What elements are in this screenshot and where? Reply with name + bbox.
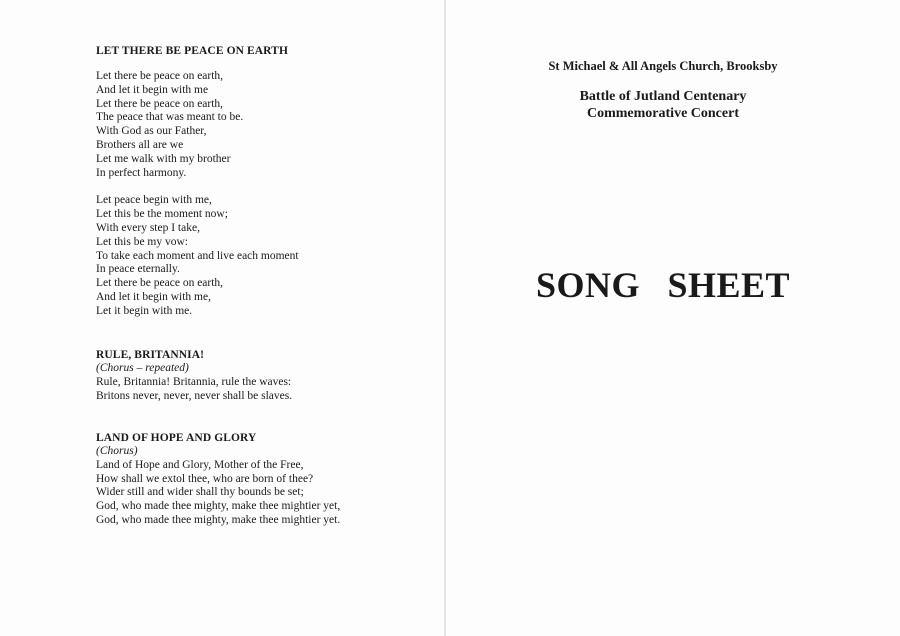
song-title: LET THERE BE PEACE ON EARTH [96,45,288,57]
event-title-line-1: Battle of Jutland Centenary [579,89,747,104]
lyric-line: Brothers all are we [96,138,184,151]
song-sheet-title: SONG SHEET [535,265,791,305]
lyric-line: Britons never, never, never shall be slaves. [96,389,293,402]
lyric-line: With every step I take, [96,221,200,234]
lyric-line: Let this be the moment now; [96,208,228,221]
lyric-line: Let there be peace on earth, [96,277,224,290]
lyric-line: God, who made thee mighty, make thee mightier yet, [96,500,341,513]
lyric-line: Let there be peace on earth, [96,70,224,82]
song-let-there-be-peace [96,44,426,319]
lyric-line: And let it begin with me [96,83,209,96]
verse-1 [96,70,426,180]
event-title [446,88,880,122]
song-note: (Chorus – repeated) [96,362,189,374]
lyric-line: The peace that was meant to be. [96,111,244,124]
lyric-line: Land of Hope and Glory, Mother of the Free, [96,458,304,471]
lyric-line: Wider still and wider shall thy bounds be set; [96,486,304,499]
song-title: LAND OF HOPE AND GLORY [96,432,257,444]
lyric-line: Let me walk with my brother [96,152,231,165]
lyric-line: With God as our Father, [96,125,207,138]
lyric-line: Let this be my vow: [96,235,188,248]
song-title: RULE, BRITANNIA! [96,349,205,361]
lyric-line: Let there be peace on earth, [96,97,224,110]
lyric-line: God, who made thee mighty, make thee mightier yet. [96,513,341,526]
song-note: (Chorus) [96,445,138,457]
lyric-line: In peace eternally. [96,263,180,276]
lyric-line: Rule, Britannia! Britannia, rule the waves: [96,375,292,388]
lyric-line: Let it begin with me. [96,304,193,317]
verse-2 [96,194,426,318]
lyric-line: Let peace begin with me, [96,194,212,207]
lyric-line: How shall we extol thee, who are born of thee? [96,472,314,485]
event-title-line-2: Commemorative Concert [587,106,739,121]
lyric-line: To take each moment and live each moment [96,249,299,262]
lyric-line: And let it begin with me, [96,290,211,303]
lyric-line: In perfect harmony. [96,166,187,179]
song-land-of-hope-and-glory [96,431,426,528]
church-name: St Michael & All Angels Church, Brooksby [548,59,778,73]
song-rule-britannia [96,348,426,403]
